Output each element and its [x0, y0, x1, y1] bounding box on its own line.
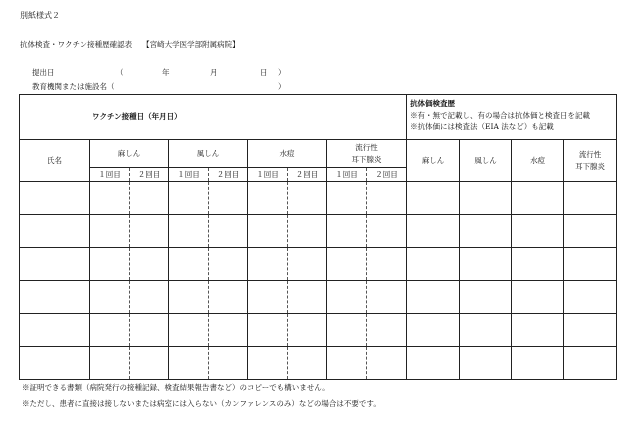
- dose2-cell[interactable]: [288, 182, 327, 215]
- dose1-cell[interactable]: [248, 314, 288, 347]
- dose1-cell[interactable]: [327, 215, 367, 248]
- dose2-cell[interactable]: [209, 248, 248, 281]
- name-cell[interactable]: [20, 314, 90, 347]
- antibody-cell[interactable]: [460, 314, 512, 347]
- varicella-dose1-header: １回目: [248, 168, 288, 182]
- form-id: 別紙様式２: [20, 11, 60, 20]
- dose2-cell[interactable]: [367, 314, 407, 347]
- antibody-cell[interactable]: [460, 182, 512, 215]
- dose2-cell[interactable]: [209, 314, 248, 347]
- dose1-cell[interactable]: [169, 215, 209, 248]
- antibody-cell[interactable]: [460, 281, 512, 314]
- table-row: [20, 281, 617, 314]
- vaccine-rubella-header: 風しん: [169, 140, 248, 168]
- antibody-cell[interactable]: [407, 314, 460, 347]
- table-row: [20, 248, 617, 281]
- data-rows: [20, 182, 617, 380]
- dose2-cell[interactable]: [367, 182, 407, 215]
- table-row: [20, 182, 617, 215]
- dose2-cell[interactable]: [288, 215, 327, 248]
- dose2-cell[interactable]: [288, 281, 327, 314]
- antibody-mumps-line1: 流行性: [578, 149, 602, 159]
- antibody-cell[interactable]: [512, 314, 564, 347]
- dose2-cell[interactable]: [209, 215, 248, 248]
- antibody-cell[interactable]: [564, 215, 617, 248]
- antibody-cell[interactable]: [512, 281, 564, 314]
- antibody-header: [407, 95, 617, 140]
- dose2-cell[interactable]: [367, 215, 407, 248]
- table-row: [20, 314, 617, 347]
- antibody-cell[interactable]: [564, 248, 617, 281]
- antibody-note-2: ※抗体価には検査法（EIA 法など）も記載: [410, 122, 554, 132]
- name-cell[interactable]: [20, 347, 90, 380]
- submit-date-paren-close: ）: [278, 68, 286, 77]
- vaccine-varicella-header: 水痘: [248, 140, 327, 168]
- name-column-header: 氏名: [20, 140, 90, 182]
- dose2-cell[interactable]: [209, 182, 248, 215]
- dose1-cell[interactable]: [327, 347, 367, 380]
- dose2-cell[interactable]: [367, 248, 407, 281]
- table-row: [20, 215, 617, 248]
- dose1-cell[interactable]: [90, 281, 130, 314]
- submit-year-label: 年: [162, 68, 170, 77]
- dose1-cell[interactable]: [248, 248, 288, 281]
- antibody-cell[interactable]: [407, 347, 460, 380]
- dose2-cell[interactable]: [367, 281, 407, 314]
- antibody-cell[interactable]: [564, 182, 617, 215]
- rubella-dose2-header: ２回目: [209, 168, 248, 182]
- antibody-cell[interactable]: [460, 248, 512, 281]
- antibody-cell[interactable]: [460, 215, 512, 248]
- dose1-cell[interactable]: [90, 347, 130, 380]
- dose1-cell[interactable]: [327, 182, 367, 215]
- dose1-cell[interactable]: [248, 347, 288, 380]
- dose1-cell[interactable]: [169, 281, 209, 314]
- dose2-cell[interactable]: [288, 248, 327, 281]
- antibody-cell[interactable]: [564, 314, 617, 347]
- dose2-cell[interactable]: [130, 215, 169, 248]
- vaccine-date-header: ワクチン接種日（年月日）: [20, 95, 407, 140]
- dose2-cell[interactable]: [288, 347, 327, 380]
- antibody-cell[interactable]: [512, 182, 564, 215]
- submit-date-label: 提出日: [32, 68, 55, 77]
- dose1-cell[interactable]: [90, 182, 130, 215]
- dose1-cell[interactable]: [327, 314, 367, 347]
- vaccine-mumps-line2: 耳下腺炎: [351, 154, 382, 164]
- vaccine-measles-header: 麻しん: [90, 140, 169, 168]
- dose1-cell[interactable]: [327, 281, 367, 314]
- dose1-cell[interactable]: [327, 248, 367, 281]
- rubella-dose1-header: １回目: [169, 168, 209, 182]
- dose2-cell[interactable]: [130, 281, 169, 314]
- name-cell[interactable]: [20, 248, 90, 281]
- dose1-cell[interactable]: [248, 182, 288, 215]
- antibody-cell[interactable]: [407, 281, 460, 314]
- antibody-mumps-line2: 耳下腺炎: [575, 161, 606, 171]
- antibody-mumps-header: [564, 140, 617, 182]
- dose2-cell[interactable]: [209, 347, 248, 380]
- antibody-note-1: ※有・無で記載し、有の場合は抗体価と検査日を記載: [410, 110, 591, 120]
- antibody-cell[interactable]: [407, 248, 460, 281]
- dose1-cell[interactable]: [90, 314, 130, 347]
- measles-dose2-header: ２回目: [130, 168, 169, 182]
- dose2-cell[interactable]: [130, 314, 169, 347]
- footnote-2: ※ただし、患者に直接は接しないまたは病室には入らない（カンファレンスのみ）などの場合は不要です。: [22, 399, 381, 408]
- hospital-name: 【宮崎大学医学部附属病院】: [142, 40, 240, 49]
- dose1-cell[interactable]: [169, 182, 209, 215]
- dose2-cell[interactable]: [130, 248, 169, 281]
- submit-day-label: 日: [260, 68, 268, 77]
- mumps-dose1-header: １回目: [327, 168, 367, 182]
- dose1-cell[interactable]: [169, 347, 209, 380]
- dose1-cell[interactable]: [90, 248, 130, 281]
- dose2-cell[interactable]: [130, 347, 169, 380]
- submit-date-paren-open: （: [116, 68, 124, 77]
- dose1-cell[interactable]: [248, 215, 288, 248]
- dose2-cell[interactable]: [130, 182, 169, 215]
- antibody-cell[interactable]: [564, 281, 617, 314]
- vaccination-table: [19, 94, 617, 380]
- dose1-cell[interactable]: [90, 215, 130, 248]
- antibody-varicella-header: 水痘: [512, 140, 564, 182]
- name-cell[interactable]: [20, 281, 90, 314]
- antibody-cell[interactable]: [460, 347, 512, 380]
- antibody-cell[interactable]: [512, 248, 564, 281]
- antibody-cell[interactable]: [512, 215, 564, 248]
- dose1-cell[interactable]: [169, 314, 209, 347]
- dose2-cell[interactable]: [367, 347, 407, 380]
- document-title: [20, 41, 240, 49]
- submit-month-label: 月: [210, 68, 218, 77]
- title-text: 抗体検査・ワクチン接種歴確認表: [20, 40, 133, 49]
- vaccine-mumps-line1: 流行性: [355, 142, 378, 152]
- antibody-cell[interactable]: [564, 347, 617, 380]
- antibody-title: 抗体価検査歴: [410, 99, 456, 108]
- name-cell[interactable]: [20, 182, 90, 215]
- antibody-cell[interactable]: [512, 347, 564, 380]
- antibody-measles-header: 麻しん: [407, 140, 460, 182]
- name-cell[interactable]: [20, 215, 90, 248]
- dose1-cell[interactable]: [169, 248, 209, 281]
- institution-paren-close: ）: [278, 82, 286, 91]
- dose1-cell[interactable]: [248, 281, 288, 314]
- measles-dose1-header: １回目: [90, 168, 130, 182]
- vaccine-mumps-header: [327, 140, 407, 168]
- table-row: [20, 347, 617, 380]
- dose2-cell[interactable]: [288, 314, 327, 347]
- footnote-1: ※証明できる書類（病院発行の接種記録、検査結果報告書など）のコピーでも構いません。: [22, 383, 330, 392]
- mumps-dose2-header: ２回目: [367, 168, 407, 182]
- institution-label: 教育機関または施設名（: [32, 82, 115, 91]
- antibody-rubella-header: 風しん: [460, 140, 512, 182]
- antibody-cell[interactable]: [407, 215, 460, 248]
- dose2-cell[interactable]: [209, 281, 248, 314]
- varicella-dose2-header: ２回目: [288, 168, 327, 182]
- antibody-cell[interactable]: [407, 182, 460, 215]
